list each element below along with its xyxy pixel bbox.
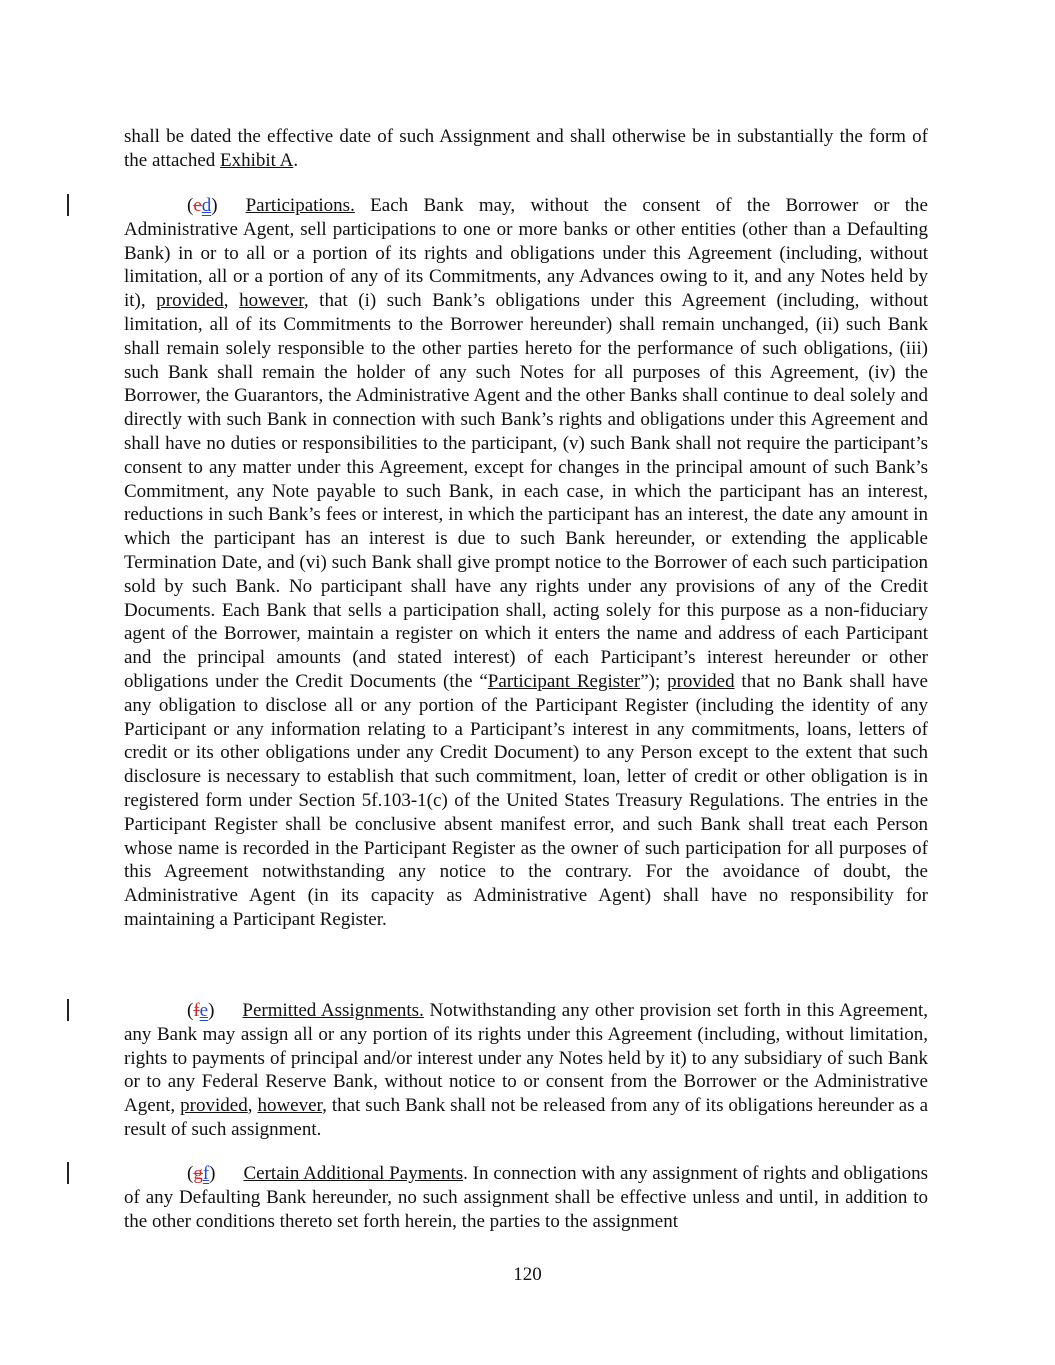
intro-paragraph xyxy=(124,125,928,173)
inserted-letter: f xyxy=(202,1163,210,1184)
defined-term-participant-register: Participant Register xyxy=(487,670,641,692)
intro-end: . xyxy=(293,149,299,171)
section-heading-certain-additional-payments: Certain Additional Payments xyxy=(243,1163,464,1184)
section-e-paragraph: (fe) Permitted Assignments. Notwithstanding any other provision set forth in this Agreement, any Bank may assign all or any portion of its rights under this Agreement (including, without limitation, rights to payments of principal and/or interest under any Notes held by it) to any subsidiary of such Bank or to any Federal Reserve Bank, without notice to or consent from the Borrower or the Administrative Agent, provided, however, that such Bank shall not be released from any of its obligations hereunder as a result of such assignment. xyxy=(124,1000,929,1140)
section-heading-participations: Participations. xyxy=(245,195,355,216)
change-bar xyxy=(67,194,69,216)
deleted-letter: g xyxy=(193,1163,203,1184)
deleted-letter: f xyxy=(193,1000,200,1021)
page-number: 120 xyxy=(513,1264,542,1285)
change-bar xyxy=(67,1162,69,1184)
section-heading-permitted-assignments: Permitted Assignments. xyxy=(242,1000,424,1021)
inserted-letter: e xyxy=(199,1000,209,1021)
change-bar xyxy=(67,999,69,1021)
inserted-letter: d xyxy=(201,195,212,216)
section-d-paragraph: (ed) Participations. Each Bank may, without the consent of the Borrower or the Administrative Agent, sell participations to one or more banks or other entities (other than a Defaulting Bank) in or to all or a portion of its rights and obligations under this Agreement (including, without limitation, all or a portion of any of its Commitments, any Advances owing to it, and any Notes held by it), provided, however, that (i) such Bank’s obligations under this Agreement (including, without limitation, all of its Commitments to the Borrower hereunder) shall remain unchanged, (ii) such Bank shall remain solely responsible to the other parties hereto for the performance of such obligations, (iii) such Bank shall remain the holder of any such Notes for all purposes of this Agreement, (iv) the Borrower, the Guarantors, the Administrative Agent and the other Banks shall continue to deal solely and directly with such Bank in connection with such Bank’s rights and obligations under this Agreement and shall have no duties or responsibilities to the participant, (v) such Bank shall not require the participant’s consent to any matter under this Agreement, except for changes in the principal amount of such Bank’s Commitment, any Note payable to such Bank, in each case, in which the participant has an interest, reductions in such Bank’s fees or interest, in which the participant has an interest, the date any amount in which the participant has an interest is due to such Bank hereunder, or extending the applicable Termination Date, and (vi) such Bank shall give prompt notice to the Borrower of each such participation sold by such Bank. No participant shall have any rights under any provisions of any of the Credit Documents. Each Bank that sells a participation shall, acting solely for this purpose as a non-fiduciary agent of the Borrower, maintain a register on which it enters the name and address of each Participant and the principal amounts (and stated interest) of each Participant’s interest hereunder or other obligations under the Credit Documents (the “Participant Register”); provided that no Bank shall have any obligation to disclose all or any portion of the Participant Register (including the identity of any Participant or any information relating to a Participant’s interest in any commitments, loans, letters of credit or its other obligations under any Credit Document) to any Person except to the extent that such disclosure is necessary to establish that such commitment, loan, letter of credit or other obligation is in registered form under Section 5f.103-1(c) of the United States Treasury Regulations. The entries in the Participant Register shall be conclusive absent manifest error, and such Bank shall treat each Person whose name is recorded in the Participant Register as the owner of such participation for all purposes of this Agreement notwithstanding any notice to the contrary. For the avoidance of doubt, the Administrative Agent (in its capacity as Administrative Agent) shall have no responsibility for maintaining a Participant Register. xyxy=(124,195,929,930)
exhibit-a-reference: Exhibit A xyxy=(220,149,294,171)
intro-text: shall be dated the effective date of such Assignment and shall otherwise be in substantially the form of the attached xyxy=(124,126,928,171)
deleted-letter: e xyxy=(193,195,202,216)
section-f-paragraph: (gf) Certain Additional Payments. In connection with any assignment of rights and obligations of any Defaulting Bank hereunder, no such assignment shall be effective unless and until, in addition to the other conditions thereto set forth herein, the parties to the assignment xyxy=(124,1163,928,1232)
